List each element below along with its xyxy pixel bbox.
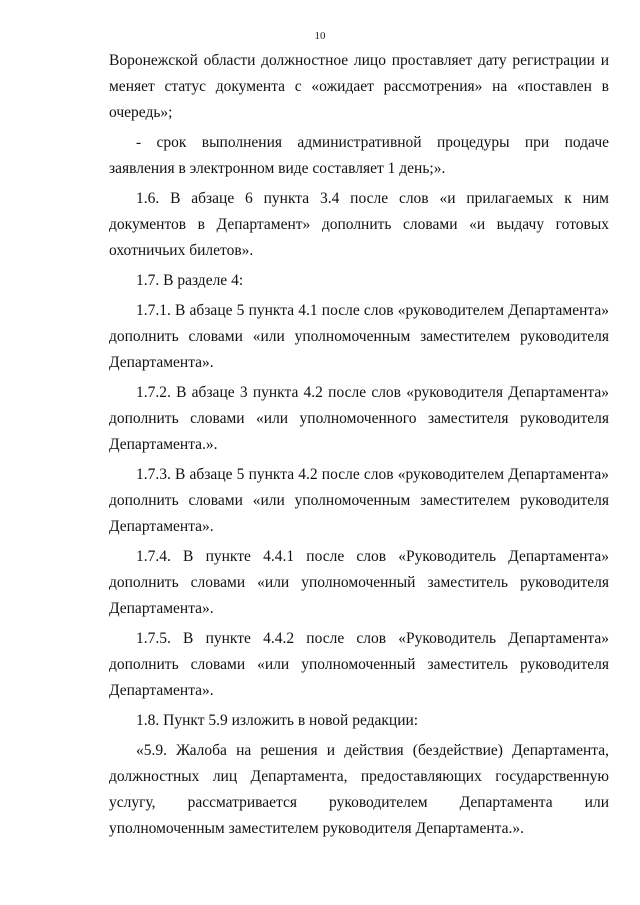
paragraph: 1.7.4. В пункте 4.4.1 после слов «Руководитель Департамента» дополнить словами «или уполномоченный заместитель руководителя Департамента». (109, 548, 609, 617)
paragraph: 1.7.1. В абзаце 5 пункта 4.1 после слов «руководителем Департамента» дополнить словами «или уполномоченным заместителем руководителя Департамента». (109, 302, 609, 371)
paragraph: 1.7.5. В пункте 4.4.2 после слов «Руководитель Департамента» дополнить словами «или уполномоченный заместитель руководителя Департамента». (109, 630, 609, 699)
page-number: 10 (314, 30, 326, 42)
paragraph: 1.6. В абзаце 6 пункта 3.4 после слов «и прилагаемых к ним документов в Департамент» дополнить словами «и выдачу готовых охотничьих билетов». (109, 190, 609, 259)
paragraph: Воронежской области должностное лицо проставляет дату регистрации и меняет статус документа с «ожидает рассмотрения» на «поставлен в очередь»; (109, 52, 609, 121)
document-body (109, 48, 609, 846)
paragraph: 1.7.2. В абзаце 3 пункта 4.2 после слов «руководителя Департамента» дополнить словами «или уполномоченного заместителя руководителя Департамента.». (109, 384, 609, 453)
paragraph: «5.9. Жалоба на решения и действия (бездействие) Департамента, должностных лиц Департамента, предоставляющих государственную услугу, рассматривается руководителем Департамента или уполномоченным заместителем руководителя Департамента.». (109, 742, 609, 837)
paragraph: 1.8. Пункт 5.9 изложить в новой редакции: (136, 712, 419, 729)
paragraph: - срок выполнения административной процедуры при подаче заявления в электронном виде составляет 1 день;». (109, 134, 609, 177)
paragraph: 1.7.3. В абзаце 5 пункта 4.2 после слов «руководителем Департамента» дополнить словами «или уполномоченным заместителем руководителя Департамента». (109, 466, 609, 535)
paragraph: 1.7. В разделе 4: (136, 272, 244, 289)
